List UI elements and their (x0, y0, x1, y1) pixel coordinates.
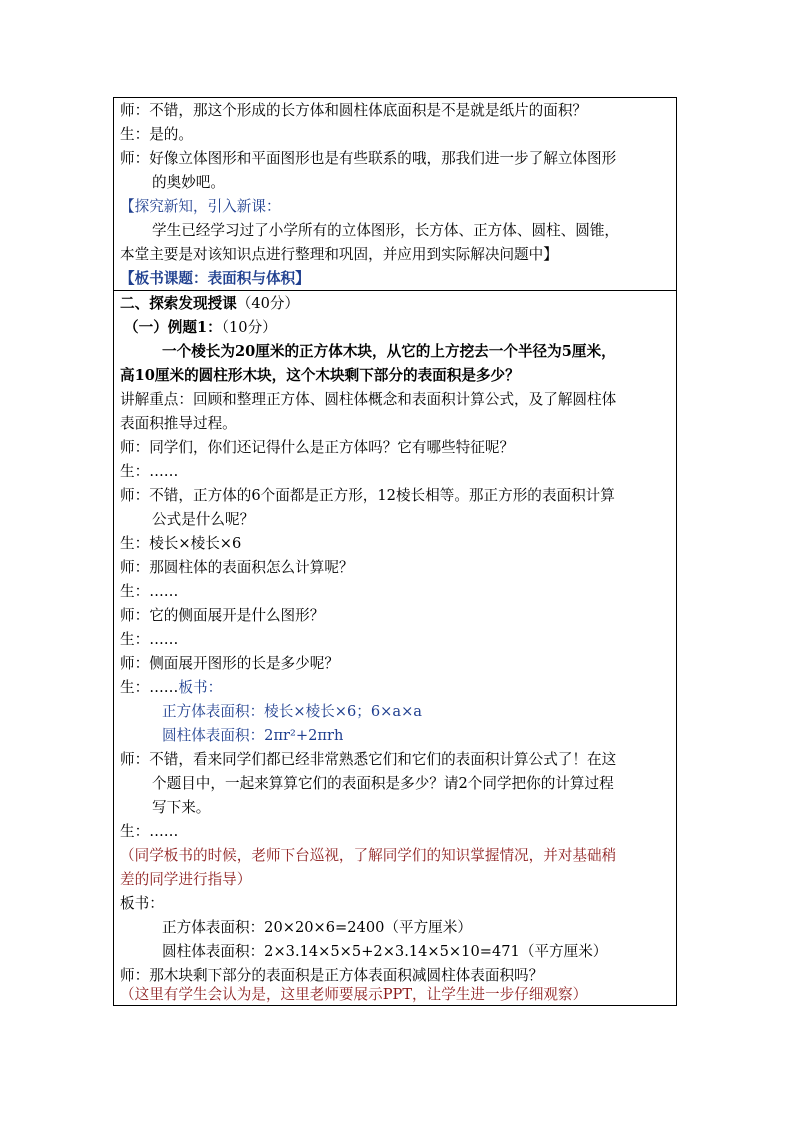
section-note-blue: 学生已经学习过了小学所有的立体图形，长方体、正方体、圆柱、圆锥， (152, 222, 620, 239)
dialogue-student: 生：…… (120, 631, 179, 648)
formula-cylinder: 圆柱体表面积：2πr²+2πrh (162, 727, 344, 744)
calc-cube: 正方体表面积：20×20×6=2400（平方厘米） (162, 919, 472, 936)
dialogue-teacher-cont: 个题目中，一起来算算它们的表面积是多少？请2个同学把你的计算过程 (152, 775, 614, 792)
section-note-blue: 【探究新知，引入新课： (120, 198, 281, 215)
section-heading (120, 292, 299, 316)
dialogue-teacher: 师：不错，正方体的6个面都是正方形，12棱长相等。那正方形的表面积计算 (120, 487, 615, 504)
key-points-cont: 表面积推导过程。 (120, 415, 237, 432)
example-heading (124, 316, 277, 340)
board-label: 板书： (120, 895, 164, 912)
dialogue-student: 生：棱长×棱长×6 (120, 535, 242, 552)
dialogue-teacher: 师：不错，那这个形成的长方体和圆柱体底面积是不是就是纸片的面积？ (120, 102, 588, 119)
dialogue-student: 生：…… (120, 583, 179, 600)
dialogue-teacher: 师：那圆柱体的表面积怎么计算呢？ (120, 559, 354, 576)
section-heading-time: （40分） (236, 295, 300, 312)
dialogue-teacher-cont: 公式是什么呢？ (152, 511, 255, 528)
board-topic-text: 【板书课题：表面积与体积】 (120, 270, 310, 287)
dialogue-teacher: 师：侧面展开图形的长是多少呢？ (120, 655, 339, 672)
calc-cylinder: 圆柱体表面积：2×3.14×5×5+2×3.14×5×10=471（平方厘米） (162, 943, 608, 960)
board-label: 板书： (178, 679, 223, 696)
dialogue-teacher: 师：它的侧面展开是什么图形？ (120, 607, 325, 624)
teacher-note-red: （同学板书的时候，老师下台巡视，了解同学们的知识掌握情况，并对基础稍 (120, 847, 617, 864)
dialogue-student: 生：…… (120, 463, 179, 480)
formula-cube: 正方体表面积：棱长×棱长×6；6×a×a (162, 703, 423, 720)
dialogue-student: 生：是的。 (120, 126, 193, 143)
dialogue-teacher: 师：同学们，你们还记得什么是正方体吗？它有哪些特征呢？ (120, 439, 515, 456)
example-problem-cont: 高10厘米的圆柱形木块，这个木块剩下部分的表面积是多少？ (120, 367, 520, 384)
section-note-blue-cont: 本堂主要是对该知识点进行整理和巩固，并应用到实际解决问题中】 (120, 246, 558, 263)
example-heading-time: （10分） (221, 319, 277, 336)
key-points: 讲解重点：回顾和整理正方体、圆柱体概念和表面积计算公式，及了解圆柱体 (120, 391, 617, 408)
dialogue-teacher: 师：不错，看来同学们都已经非常熟悉它们和它们的表面积计算公式了！在这 (120, 751, 617, 768)
example-problem: 一个棱长为20厘米的正方体木块，从它的上方挖去一个半径为5厘米， (162, 343, 616, 360)
dialogue-teacher: 师：那木块剩下部分的表面积是正方体表面积减圆柱体表面积吗？ (120, 967, 544, 984)
teacher-note-red-cont: 差的同学进行指导） (120, 871, 252, 888)
dialogue-teacher-cont: 写下来。 (152, 799, 211, 816)
dialogue-teacher: 师：好像立体图形和平面图形也是有些联系的哦，那我们进一步了解立体图形 (120, 150, 617, 167)
dialogue-student-text: 生：…… (120, 679, 179, 696)
board-topic (120, 267, 310, 291)
teacher-note-red: （这里有学生会认为是，这里老师要展示PPT，让学生进一步仔细观察） (120, 986, 588, 1003)
dialogue-teacher-cont: 的奥妙吧。 (152, 174, 225, 191)
table-row-divider (114, 290, 676, 291)
dialogue-student (120, 676, 222, 700)
lesson-plan-table (113, 97, 677, 1006)
section-heading-title: 二、探索发现授课 (120, 295, 237, 312)
dialogue-student: 生：…… (120, 823, 179, 840)
example-heading-title: （一）例题1： (124, 319, 222, 336)
